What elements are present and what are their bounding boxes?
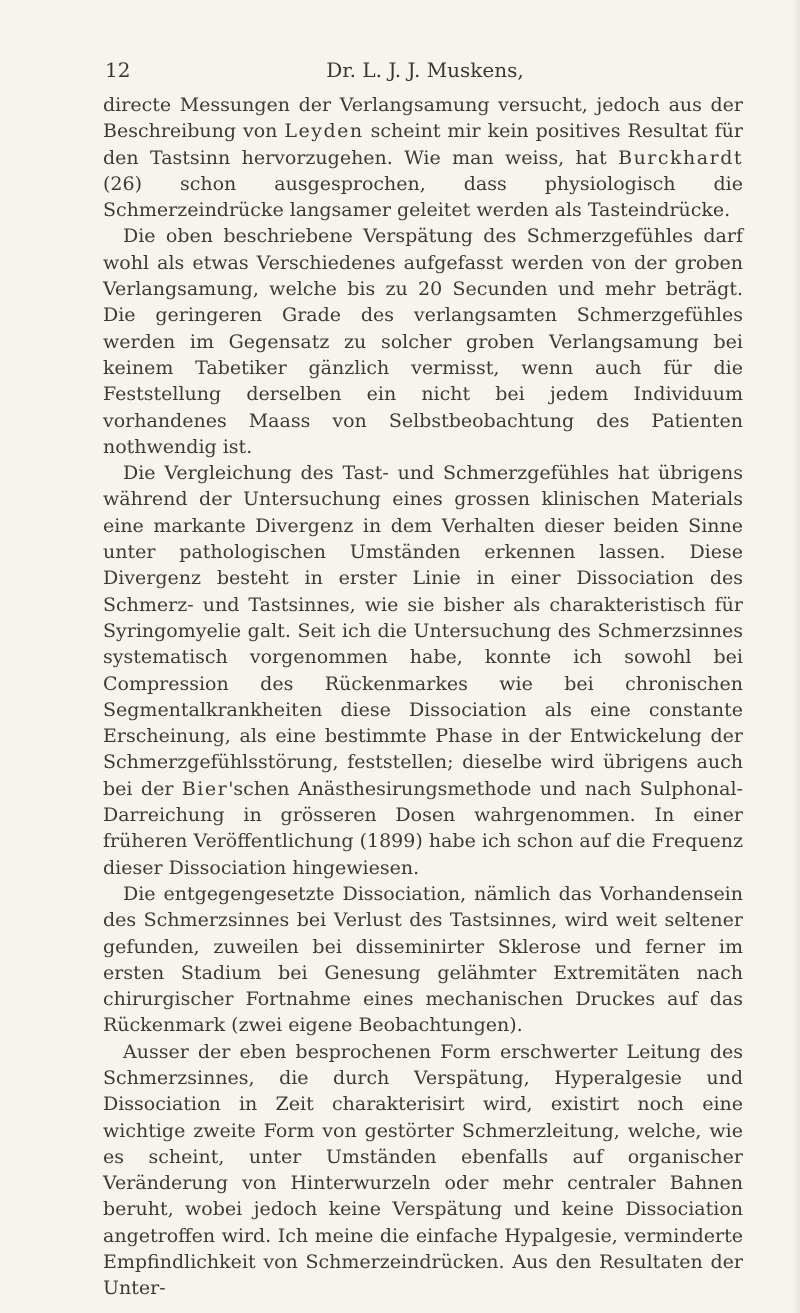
text-segment: 'schen Anästhesirungsmethode und nach Sulphonal-Darreichung in grösseren Dosen wahrgenommen. In einer früheren Veröffentlichung (1899) habe ich schon auf die Frequenz dieser Dissociation hingewiesen. — [103, 777, 743, 879]
author-name-bier: Bier — [181, 777, 229, 800]
text-segment: (26) schon ausgesprochen, dass physiologisch die Schmerzeindrücke langsamer geleitet werden als Tasteindrücke. — [103, 172, 743, 222]
paragraph-2: Die oben beschriebene Verspätung des Schmerzgefühles darf wohl als etwas Verschiedenes aufgefasst werden von der groben Verlangsamung, welche bis zu 20 Secunden und mehr beträgt. Die geringeren Grade des verlangsamten Schmerzgefühles werden im Gegensatz zu solcher groben Verlangsamung bei keinem Tabetiker gänzlich vermisst, wenn auch für die Feststellung derselben ein nicht bei jedem Individuum vorhandenes Maass von Selbstbeobachtung des Patienten nothwendig ist. — [103, 225, 743, 458]
page-number: 12 — [105, 58, 131, 82]
running-head: Dr. L. J. J. Muskens, — [326, 58, 524, 82]
author-name-burckhardt: Burckhardt — [618, 146, 743, 169]
page-header — [105, 58, 745, 88]
text-segment: directe Messungen der Verlangsamung versucht, jedoch aus der Beschreibung von — [103, 94, 743, 143]
author-name-leyden: Leyden — [284, 120, 364, 143]
paragraph-1 — [103, 92, 743, 223]
text-segment: Die Vergleichung des Tast- und Schmerzgefühles hat übrigens während der Untersuchung eines grossen klinischen Materials eine markante Divergenz in dem Verhalten dieser beiden Sinne unter pathologischen Umständen erkennen lassen. Diese Divergenz besteht in erster Linie in einer Dissociation des Schmerz- und Tastsinnes, wie sie bisher als charakteristisch für Syringomyelie galt. Seit ich die Untersuchung des Schmerzsinnes systematisch vorgenommen habe, konnte ich sowohl bei Compression des Rückenmarkes wie bei chronischen Segmentalkrankheiten diese Dissociation als eine constante Erscheinung, als eine bestimmte Phase in der Entwickelung der Schmerzgefühlsstörung, feststellen; dieselbe wird übrigens auch bei der — [103, 462, 743, 800]
paragraph-3 — [103, 460, 743, 881]
text-segment: scheint mir kein positives Resultat für den Tastsinn hervorzugehen. Wie man weiss, hat — [103, 120, 743, 169]
paragraph-4: Die entgegengesetzte Dissociation, nämlich das Vorhandensein des Schmerzsinnes bei Verlust des Tastsinnes, wird weit seltener gefunden, zuweilen bei disseminirter Sklerose und ferner im ersten Stadium bei Genesung gelähmter Extremitäten nach chirurgischer Fortnahme eines mechanischen Druckes auf das Rückenmark (zwei eigene Beobachtungen). — [103, 882, 743, 1037]
paragraph-5: Ausser der eben besprochenen Form erschwerter Leitung des Schmerzsinnes, die durch Verspätung, Hyperalgesie und Dissociation in Zeit charakterisirt wird, existirt noch eine wichtige zweite Form von gestörter Schmerzleitung, welche, wie es scheint, unter Umständen ebenfalls auf organischer Veränderung von Hinterwurzeln oder mehr centraler Bahnen beruht, wobei jedoch keine Verspätung und keine Dissociation angetroffen wird. Ich meine die einfache Hypalgesie, verminderte Empfindlichkeit von Schmerzeindrücken. Aus den Resultaten der Unter- — [103, 1040, 743, 1300]
page-edge-shadow — [792, 0, 800, 1313]
body-text — [103, 92, 743, 1302]
